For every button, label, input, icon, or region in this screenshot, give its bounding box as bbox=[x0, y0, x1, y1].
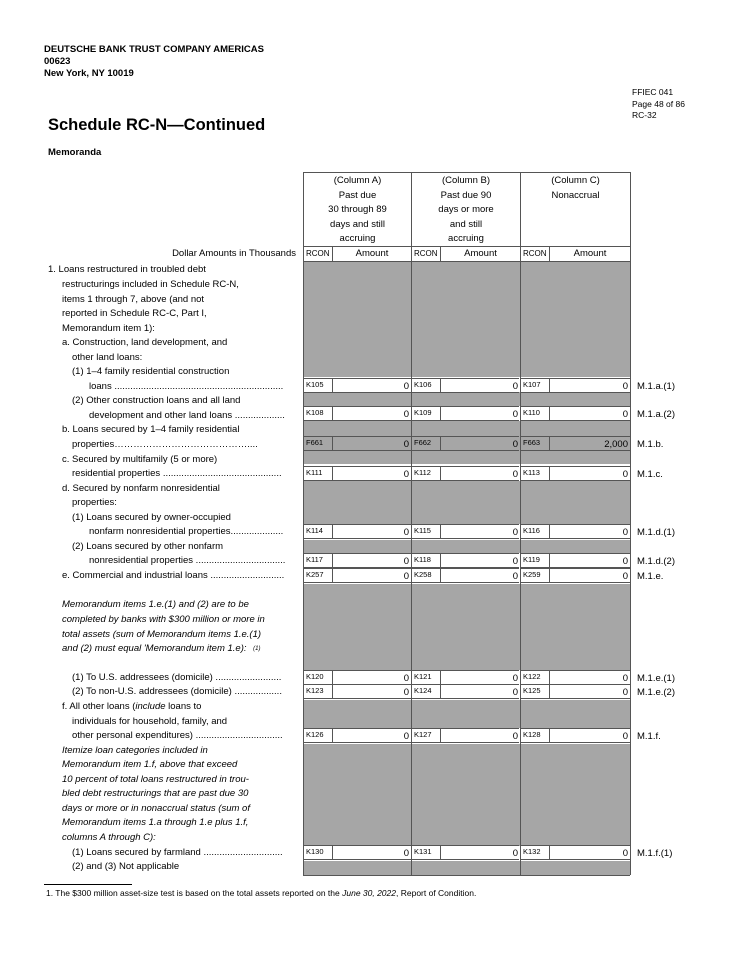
row-border bbox=[303, 392, 411, 393]
amount-value: 0 bbox=[403, 731, 409, 742]
row-border bbox=[303, 480, 411, 481]
row-border bbox=[520, 392, 630, 393]
label-line: accruing bbox=[339, 233, 376, 244]
label-line: Past due 90 bbox=[440, 189, 492, 201]
table-part bbox=[630, 172, 631, 875]
label-line: 10 percent of total loans restructured in trou- bbox=[62, 774, 249, 785]
amount-value: 0 bbox=[403, 673, 409, 684]
label-line: individuals for household, family, and bbox=[72, 716, 228, 727]
label-line: and (2) must equal 'Memorandum item 1.e): bbox=[62, 643, 247, 654]
row-border bbox=[520, 582, 630, 583]
label-line: completed by banks with $300 million or more in bbox=[62, 614, 265, 625]
label-line: restructurings included in Schedule RC-N, bbox=[62, 279, 239, 290]
row-border bbox=[520, 698, 630, 699]
row-border bbox=[303, 582, 411, 583]
amount-value: 2,000 bbox=[604, 439, 628, 450]
row-border bbox=[303, 670, 411, 671]
amount-value: 0 bbox=[403, 409, 409, 420]
row-separator bbox=[440, 466, 441, 480]
rcon-code: K111 bbox=[306, 468, 323, 477]
amount-value: 0 bbox=[512, 527, 518, 538]
bank-header bbox=[44, 44, 264, 80]
row-border bbox=[411, 698, 519, 699]
rcon-code: K105 bbox=[306, 380, 324, 389]
item-reference: M.1.a.(1) bbox=[637, 381, 676, 392]
rcon-code: K115 bbox=[414, 526, 431, 535]
rcon-code: K122 bbox=[523, 672, 541, 681]
row-separator bbox=[549, 845, 550, 859]
row-border bbox=[411, 480, 519, 481]
label-line: Itemize loan categories included in bbox=[62, 745, 208, 756]
row-separator bbox=[332, 845, 333, 859]
page-title: Schedule RC-N—Continued bbox=[48, 116, 266, 134]
row-separator bbox=[332, 406, 333, 420]
row-border bbox=[411, 670, 519, 671]
label-line: properties…………………………………….... bbox=[72, 439, 258, 450]
rcon-code: K128 bbox=[523, 730, 541, 739]
amount-value: 0 bbox=[403, 687, 409, 698]
amount-value: 0 bbox=[403, 848, 409, 859]
rcon-code: K121 bbox=[414, 672, 432, 681]
amount-value: 0 bbox=[512, 439, 518, 450]
label-line: 1. Loans restructured in troubled debt bbox=[48, 264, 206, 275]
table-part bbox=[303, 875, 630, 876]
rcon-code: K114 bbox=[306, 526, 323, 535]
amount-value: 0 bbox=[622, 527, 628, 538]
row-border bbox=[411, 392, 519, 393]
row-separator bbox=[440, 553, 441, 567]
form-info bbox=[632, 87, 685, 122]
rcon-code: F661 bbox=[306, 438, 324, 447]
label-line: , Report of Condition. bbox=[396, 888, 477, 898]
item-reference: M.1.b. bbox=[637, 439, 664, 450]
row-border bbox=[411, 568, 519, 569]
rcon-code: K106 bbox=[414, 380, 432, 389]
amount-label-a: Amount bbox=[355, 248, 389, 259]
amount-value: 0 bbox=[512, 848, 518, 859]
label-line: (Column C) bbox=[551, 175, 600, 186]
row-separator bbox=[440, 670, 441, 684]
rcon-label-a: RCON bbox=[306, 249, 330, 258]
row-separator bbox=[549, 406, 550, 420]
row-border bbox=[303, 553, 411, 554]
label-line: total assets (sum of Memorandum items 1.e.(1) bbox=[62, 629, 262, 640]
rcon-code: K123 bbox=[306, 686, 324, 695]
amount-value: 0 bbox=[512, 673, 518, 684]
rcon-code: K116 bbox=[523, 526, 540, 535]
amount-value: 0 bbox=[403, 556, 409, 567]
row-separator bbox=[332, 568, 333, 582]
label-line: accruing bbox=[448, 233, 484, 244]
section-title: Memoranda bbox=[48, 147, 102, 158]
rcon-code: F662 bbox=[414, 438, 432, 447]
row-border bbox=[520, 742, 630, 743]
amount-value: 0 bbox=[622, 673, 628, 684]
row-border bbox=[520, 684, 630, 685]
row-border bbox=[520, 553, 630, 554]
column-b-header bbox=[412, 174, 520, 247]
row-border bbox=[520, 466, 630, 467]
label-line: e. Commercial and industrial loans ............................ bbox=[62, 570, 285, 581]
row-border bbox=[411, 378, 519, 379]
row-border bbox=[520, 420, 630, 421]
row-border bbox=[303, 698, 411, 699]
item-reference: M.1.e. bbox=[637, 571, 664, 582]
row-border bbox=[520, 378, 630, 379]
row-border bbox=[520, 524, 630, 525]
label-line: other land loans: bbox=[72, 352, 143, 363]
rcon-code: K110 bbox=[523, 408, 540, 417]
rcon-code: K124 bbox=[414, 686, 432, 695]
label-line: (1) 1–4 family residential construction bbox=[72, 366, 230, 377]
amount-value: 0 bbox=[512, 687, 518, 698]
label-line: a. Construction, land development, and bbox=[62, 337, 228, 348]
label-line: (2) and (3) Not applicable bbox=[72, 861, 180, 872]
label-line: c. Secured by multifamily (5 or more) bbox=[62, 454, 218, 465]
row-border bbox=[303, 568, 411, 569]
row-separator bbox=[549, 670, 550, 684]
row-border bbox=[520, 670, 630, 671]
amount-label-c: Amount bbox=[573, 248, 607, 259]
row-border bbox=[520, 406, 630, 407]
label-line: development and other land loans ................... bbox=[89, 410, 285, 421]
row-border bbox=[303, 378, 411, 379]
footnote-mark: (1) bbox=[253, 646, 261, 652]
rcon-code: K107 bbox=[523, 380, 541, 389]
label-line: (2) Other construction loans and all land bbox=[72, 395, 241, 406]
row-border bbox=[411, 436, 519, 437]
row-separator bbox=[440, 436, 441, 450]
amount-value: 0 bbox=[622, 409, 628, 420]
rcon-code: K257 bbox=[306, 570, 324, 579]
label-line: other personal expenditures) ................................. bbox=[72, 730, 283, 741]
rcon-code: K108 bbox=[306, 408, 324, 417]
amount-value: 0 bbox=[622, 469, 628, 480]
item-reference: M.1.f.(1) bbox=[637, 848, 673, 859]
rcon-code: K131 bbox=[414, 847, 432, 856]
amount-value: 0 bbox=[622, 571, 628, 582]
rcon-code: F663 bbox=[523, 438, 541, 447]
rcon-code: K117 bbox=[306, 555, 323, 564]
row-border bbox=[411, 553, 519, 554]
row-border bbox=[303, 436, 411, 437]
label-line: 30 through 89 bbox=[328, 204, 387, 215]
table-part bbox=[303, 540, 630, 553]
rcon-code: K109 bbox=[414, 408, 432, 417]
row-border bbox=[303, 466, 411, 467]
dollar-amounts-label: Dollar Amounts in Thousands bbox=[172, 248, 296, 259]
form-code: RC-32 bbox=[632, 110, 657, 120]
rcon-code: K258 bbox=[414, 570, 432, 579]
table-part bbox=[62, 641, 261, 657]
item-reference: M.1.e.(2) bbox=[637, 687, 676, 698]
row-separator bbox=[549, 568, 550, 582]
label-line: (2) Loans secured by other nonfarm bbox=[72, 541, 224, 552]
table-part bbox=[303, 481, 630, 524]
label-line: Memorandum item 1.f, above that exceed bbox=[62, 759, 238, 770]
label-line: (Column B) bbox=[441, 175, 491, 186]
label-line: include bbox=[135, 701, 166, 712]
label-line: Memorandum items 1.a through 1.e plus 1.f, bbox=[62, 817, 249, 828]
label-line: (1) To U.S. addressees (domicile) ......................... bbox=[72, 672, 282, 683]
label-line: properties: bbox=[72, 497, 117, 508]
row-border bbox=[411, 728, 519, 729]
rcon-code: K130 bbox=[306, 847, 324, 856]
label-line: Memorandum item 1): bbox=[62, 323, 155, 334]
row-border bbox=[411, 845, 519, 846]
row-border bbox=[303, 845, 411, 846]
row-separator bbox=[332, 436, 333, 450]
row-border bbox=[303, 684, 411, 685]
amount-value: 0 bbox=[512, 556, 518, 567]
amount-value: 0 bbox=[403, 439, 409, 450]
label-line: reported in Schedule RC-C, Part I, bbox=[62, 308, 207, 319]
label-line: June 30, 2022 bbox=[342, 888, 396, 898]
label-line: days and still bbox=[330, 218, 385, 230]
table-part bbox=[303, 700, 630, 728]
row-separator bbox=[549, 466, 550, 480]
amount-value: 0 bbox=[403, 571, 409, 582]
rcon-code: K259 bbox=[523, 570, 541, 579]
row-separator bbox=[549, 684, 550, 698]
table-part bbox=[303, 172, 630, 173]
row-border bbox=[303, 728, 411, 729]
row-border bbox=[520, 728, 630, 729]
row-separator bbox=[440, 845, 441, 859]
label-line: Memorandum items 1.e.(1) and (2) are to be bbox=[62, 599, 249, 610]
row-separator bbox=[440, 524, 441, 538]
row-separator bbox=[332, 684, 333, 698]
label-line: b. Loans secured by 1–4 family residential bbox=[62, 424, 240, 435]
row-border bbox=[303, 450, 411, 451]
row-border bbox=[520, 538, 630, 539]
row-separator bbox=[332, 553, 333, 567]
row-separator bbox=[549, 524, 550, 538]
row-border bbox=[411, 582, 519, 583]
footnote-rule bbox=[44, 884, 132, 885]
row-border bbox=[411, 466, 519, 467]
label-line: Past due bbox=[338, 189, 377, 201]
amount-value: 0 bbox=[622, 848, 628, 859]
row-border bbox=[303, 538, 411, 539]
row-separator bbox=[440, 568, 441, 582]
row-border bbox=[411, 538, 519, 539]
amount-value: 0 bbox=[512, 571, 518, 582]
row-border bbox=[520, 859, 630, 860]
label-line: nonresidential properties .................................. bbox=[89, 555, 286, 566]
label-line: items 1 through 7, above (and not bbox=[62, 294, 205, 305]
bank-id: 00623 bbox=[44, 56, 71, 67]
row-border bbox=[303, 420, 411, 421]
row-border bbox=[411, 420, 519, 421]
table-part bbox=[303, 584, 630, 670]
amount-value: 0 bbox=[512, 731, 518, 742]
label-line: (Column A) bbox=[333, 175, 382, 186]
row-separator bbox=[440, 406, 441, 420]
row-separator bbox=[332, 466, 333, 480]
row-border bbox=[520, 480, 630, 481]
row-border bbox=[303, 524, 411, 525]
row-separator bbox=[440, 728, 441, 742]
label-line: columns A through C): bbox=[62, 832, 156, 843]
label-line: (1) Loans secured by farmland .............................. bbox=[72, 847, 283, 858]
row-border bbox=[411, 742, 519, 743]
bank-city: New York, NY 10019 bbox=[44, 68, 134, 79]
label-line: 1. The $300 million asset-size test is based on the total assets reported on the bbox=[46, 888, 343, 898]
amount-value: 0 bbox=[622, 731, 628, 742]
item-reference: M.1.d.(2) bbox=[637, 556, 676, 567]
amount-value: 0 bbox=[622, 381, 628, 392]
row-border bbox=[411, 450, 519, 451]
rcon-label-b: RCON bbox=[414, 249, 438, 258]
footnote bbox=[46, 888, 476, 898]
row-border bbox=[520, 436, 630, 437]
rcon-code: K113 bbox=[523, 468, 540, 477]
row-separator bbox=[440, 684, 441, 698]
row-border bbox=[303, 742, 411, 743]
amount-label-b: Amount bbox=[464, 248, 497, 259]
row-separator bbox=[549, 436, 550, 450]
label-line: f. All other loans ( bbox=[62, 701, 136, 712]
label-line: loans ................................................................ bbox=[89, 381, 284, 392]
rcon-code: K127 bbox=[414, 730, 432, 739]
row-border bbox=[411, 859, 519, 860]
item-reference: M.1.c. bbox=[637, 469, 663, 480]
amount-value: 0 bbox=[512, 469, 518, 480]
table-part bbox=[62, 699, 201, 714]
table-part bbox=[303, 392, 630, 406]
label-line: days or more or in nonaccrual status (sum of bbox=[62, 803, 250, 814]
row-border bbox=[520, 450, 630, 451]
row-separator bbox=[440, 378, 441, 392]
form-page: Page 48 of 86 bbox=[632, 98, 685, 109]
bank-name: DEUTSCHE BANK TRUST COMPANY AMERICAS bbox=[44, 44, 264, 55]
label-line: bled debt restructurings that are past due 30 bbox=[62, 788, 249, 799]
amount-value: 0 bbox=[622, 556, 628, 567]
row-border bbox=[411, 524, 519, 525]
column-a-header bbox=[304, 174, 411, 247]
item-reference: M.1.a.(2) bbox=[637, 409, 676, 420]
table-part bbox=[303, 261, 630, 377]
rcon-code: K126 bbox=[306, 730, 324, 739]
label-line: (1) Loans secured by owner-occupied bbox=[72, 512, 231, 523]
form-name: FFIEC 041 bbox=[632, 87, 674, 97]
label-line: loans to bbox=[165, 701, 202, 712]
row-separator bbox=[549, 553, 550, 567]
item-reference: M.1.d.(1) bbox=[637, 527, 676, 538]
rcon-label-c: RCON bbox=[523, 249, 547, 258]
rcon-code: K125 bbox=[523, 686, 541, 695]
rcon-code: K118 bbox=[414, 555, 431, 564]
label-line: Nonaccrual bbox=[551, 189, 600, 201]
label-line: days or more bbox=[438, 204, 494, 215]
row-border bbox=[303, 859, 411, 860]
table-part bbox=[303, 744, 630, 846]
amount-value: 0 bbox=[512, 409, 518, 420]
row-separator bbox=[549, 728, 550, 742]
item-reference: M.1.f. bbox=[637, 731, 661, 742]
row-border bbox=[411, 684, 519, 685]
rcon-code: K119 bbox=[523, 555, 540, 564]
amount-value: 0 bbox=[403, 469, 409, 480]
row-border bbox=[303, 406, 411, 407]
amount-value: 0 bbox=[403, 381, 409, 392]
row-separator bbox=[332, 524, 333, 538]
rcon-code: K112 bbox=[414, 468, 431, 477]
table-part bbox=[303, 261, 630, 262]
label-line: nonfarm nonresidential properties.................... bbox=[89, 526, 284, 537]
row-border bbox=[411, 406, 519, 407]
rcon-code: K120 bbox=[306, 672, 324, 681]
amount-value: 0 bbox=[403, 527, 409, 538]
amount-value: 0 bbox=[622, 687, 628, 698]
column-c-header bbox=[521, 174, 630, 203]
table-part bbox=[303, 861, 630, 875]
row-separator bbox=[332, 378, 333, 392]
row-border bbox=[520, 568, 630, 569]
row-separator bbox=[332, 728, 333, 742]
label-line: and still bbox=[449, 218, 483, 230]
label-line: d. Secured by nonfarm nonresidential bbox=[62, 483, 220, 494]
label-line: (2) To non-U.S. addressees (domicile) .................. bbox=[72, 686, 282, 697]
row-separator bbox=[549, 378, 550, 392]
amount-value: 0 bbox=[512, 381, 518, 392]
row-border bbox=[520, 845, 630, 846]
label-line: residential properties ............................................. bbox=[72, 468, 282, 479]
rcon-code: K132 bbox=[523, 847, 541, 856]
row-separator bbox=[332, 670, 333, 684]
item-reference: M.1.e.(1) bbox=[637, 673, 676, 684]
